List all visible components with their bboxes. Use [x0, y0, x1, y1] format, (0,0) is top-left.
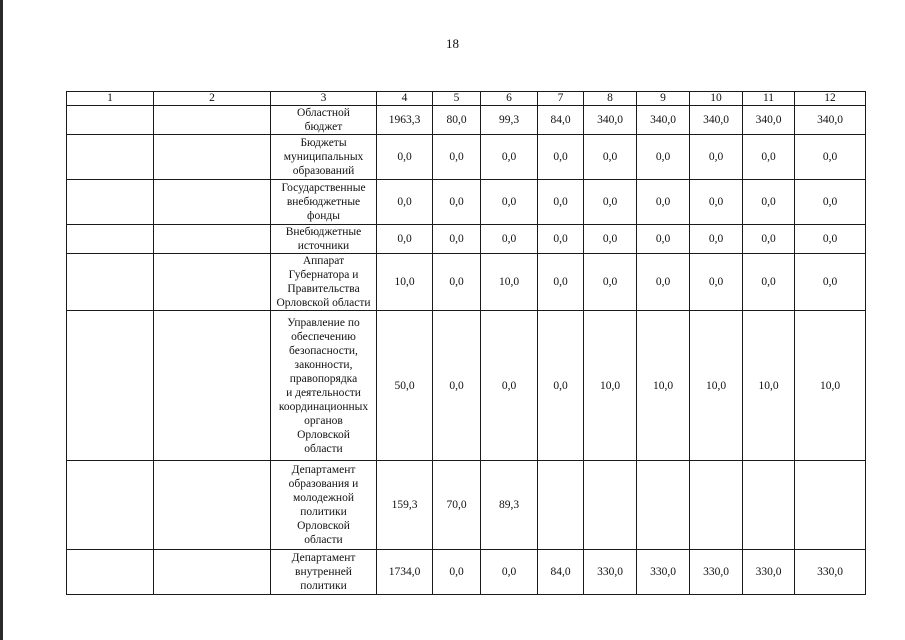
funding-source-line: Областной	[297, 107, 350, 119]
funding-source-cell	[271, 135, 377, 180]
header-cell: 6	[481, 92, 538, 106]
header-cell: 1	[67, 92, 154, 106]
funding-source-line: молодежной	[293, 492, 354, 504]
value-cell-col-11: 340,0	[743, 106, 795, 135]
funding-source-line: Бюджеты	[300, 137, 347, 149]
value-cell-col-6: 0,0	[481, 550, 538, 595]
cell-col-1	[67, 225, 154, 254]
value-cell-col-10: 0,0	[690, 135, 743, 180]
funding-source-line: внебюджетные	[286, 196, 361, 208]
value-cell-col-4: 0,0	[377, 225, 433, 254]
table-row	[67, 106, 866, 135]
value-cell-col-7: 0,0	[538, 311, 584, 461]
value-cell-col-7: 0,0	[538, 254, 584, 311]
header-cell: 5	[433, 92, 481, 106]
value-cell-col-5: 80,0	[433, 106, 481, 135]
table-row	[67, 311, 866, 461]
cell-col-2	[154, 135, 271, 180]
cell-col-2	[154, 461, 271, 550]
page-number: 18	[446, 36, 459, 51]
value-cell-col-12: 0,0	[795, 135, 866, 180]
value-cell-col-11: 0,0	[743, 135, 795, 180]
value-cell-col-5: 0,0	[433, 135, 481, 180]
funding-source-line: безопасности,	[289, 344, 358, 357]
funding-source-line: источники	[297, 240, 350, 252]
cell-col-1	[67, 180, 154, 225]
funding-source-line: образований	[292, 165, 355, 177]
funding-source-line: политики	[300, 580, 347, 592]
funding-source-line: области	[304, 442, 343, 455]
funding-source-line: области	[304, 534, 343, 546]
cell-col-2	[154, 225, 271, 254]
funding-source-line: Государственные	[281, 182, 366, 194]
value-cell-col-12: 10,0	[795, 311, 866, 461]
value-cell-col-6: 99,3	[481, 106, 538, 135]
funding-source-cell	[271, 461, 377, 550]
funding-source-line: Орловской	[297, 428, 350, 441]
header-cell: 4	[377, 92, 433, 106]
funding-source-line: органов	[304, 414, 343, 427]
value-cell-col-4: 1963,3	[377, 106, 433, 135]
value-cell-col-5: 70,0	[433, 461, 481, 550]
funding-source-cell	[271, 225, 377, 254]
value-cell-col-6: 0,0	[481, 311, 538, 461]
value-cell-col-7: 84,0	[538, 106, 584, 135]
cell-col-1	[67, 311, 154, 461]
value-cell-col-11: 0,0	[743, 180, 795, 225]
table-row	[67, 225, 866, 254]
value-cell-col-5: 0,0	[433, 225, 481, 254]
funding-source-line: Департамент	[291, 552, 356, 564]
value-cell-col-6: 10,0	[481, 254, 538, 311]
cell-col-2	[154, 106, 271, 135]
funding-source-cell	[271, 180, 377, 225]
header-cell: 12	[795, 92, 866, 106]
funding-source-line: муниципальных	[283, 151, 364, 163]
funding-source-line: Внебюджетные	[285, 226, 362, 238]
value-cell-col-12: 0,0	[795, 225, 866, 254]
value-cell-col-8: 0,0	[584, 135, 637, 180]
value-cell-col-7: 0,0	[538, 135, 584, 180]
value-cell-col-9: 10,0	[637, 311, 690, 461]
funding-source-line: Орловской области	[276, 297, 371, 309]
value-cell-col-7	[538, 461, 584, 550]
value-cell-col-9	[637, 461, 690, 550]
funding-source-line: бюджет	[304, 121, 343, 133]
funding-source-line: фонды	[307, 210, 340, 222]
value-cell-col-12	[795, 461, 866, 550]
value-cell-col-7: 84,0	[538, 550, 584, 595]
value-cell-col-8	[584, 461, 637, 550]
value-cell-col-6: 0,0	[481, 225, 538, 254]
value-cell-col-5: 0,0	[433, 254, 481, 311]
funding-source-line: Департамент	[291, 464, 356, 476]
funding-source-line: законности,	[294, 358, 353, 371]
table-row	[67, 254, 866, 311]
cell-col-1	[67, 135, 154, 180]
cell-col-1	[67, 550, 154, 595]
funding-source-line: и деятельности	[286, 386, 361, 399]
value-cell-col-8: 330,0	[584, 550, 637, 595]
funding-source-line: Правительства	[287, 283, 360, 295]
value-cell-col-9: 340,0	[637, 106, 690, 135]
value-cell-col-4: 159,3	[377, 461, 433, 550]
value-cell-col-8: 0,0	[584, 254, 637, 311]
budget-table	[66, 91, 866, 595]
value-cell-col-7: 0,0	[538, 180, 584, 225]
value-cell-col-10: 10,0	[690, 311, 743, 461]
value-cell-col-10: 0,0	[690, 225, 743, 254]
value-cell-col-12: 330,0	[795, 550, 866, 595]
header-cell: 7	[538, 92, 584, 106]
value-cell-col-9: 330,0	[637, 550, 690, 595]
funding-source-cell	[271, 106, 377, 135]
value-cell-col-10: 0,0	[690, 180, 743, 225]
value-cell-col-11: 10,0	[743, 311, 795, 461]
funding-source-line: политики	[300, 506, 347, 518]
value-cell-col-10: 0,0	[690, 254, 743, 311]
value-cell-col-5: 0,0	[433, 180, 481, 225]
funding-source-line: координационных	[278, 400, 369, 413]
header-cell: 10	[690, 92, 743, 106]
funding-source-line: Управление по	[287, 316, 360, 329]
funding-source-line: обеспечению	[291, 330, 356, 343]
cell-col-1	[67, 461, 154, 550]
header-cell: 3	[271, 92, 377, 106]
value-cell-col-11: 0,0	[743, 225, 795, 254]
value-cell-col-4: 10,0	[377, 254, 433, 311]
value-cell-col-5: 0,0	[433, 311, 481, 461]
value-cell-col-4: 0,0	[377, 135, 433, 180]
header-cell: 9	[637, 92, 690, 106]
table-row	[67, 135, 866, 180]
funding-source-line: Губернатора и	[288, 269, 359, 281]
value-cell-col-11	[743, 461, 795, 550]
value-cell-col-9: 0,0	[637, 180, 690, 225]
cell-col-2	[154, 550, 271, 595]
value-cell-col-7: 0,0	[538, 225, 584, 254]
value-cell-col-4: 50,0	[377, 311, 433, 461]
cell-col-2	[154, 254, 271, 311]
header-cell: 2	[154, 92, 271, 106]
value-cell-col-10: 330,0	[690, 550, 743, 595]
cell-col-1	[67, 254, 154, 311]
value-cell-col-8: 0,0	[584, 180, 637, 225]
value-cell-col-10: 340,0	[690, 106, 743, 135]
table-row	[67, 180, 866, 225]
value-cell-col-6: 0,0	[481, 135, 538, 180]
value-cell-col-11: 330,0	[743, 550, 795, 595]
value-cell-col-11: 0,0	[743, 254, 795, 311]
value-cell-col-10	[690, 461, 743, 550]
funding-source-line: правопорядка	[289, 372, 358, 385]
value-cell-col-8: 0,0	[584, 225, 637, 254]
header-row	[67, 92, 866, 106]
funding-source-cell	[271, 254, 377, 311]
funding-source-line: Орловской	[297, 520, 350, 532]
value-cell-col-9: 0,0	[637, 254, 690, 311]
value-cell-col-6: 0,0	[481, 180, 538, 225]
funding-source-line: образования и	[288, 478, 359, 490]
value-cell-col-9: 0,0	[637, 135, 690, 180]
value-cell-col-12: 340,0	[795, 106, 866, 135]
value-cell-col-4: 1734,0	[377, 550, 433, 595]
header-cell: 8	[584, 92, 637, 106]
value-cell-col-8: 340,0	[584, 106, 637, 135]
funding-source-cell	[271, 550, 377, 595]
value-cell-col-12: 0,0	[795, 180, 866, 225]
header-cell: 11	[743, 92, 795, 106]
funding-source-cell	[271, 311, 377, 461]
table-row	[67, 461, 866, 550]
table-row	[67, 550, 866, 595]
value-cell-col-9: 0,0	[637, 225, 690, 254]
value-cell-col-12: 0,0	[795, 254, 866, 311]
value-cell-col-6: 89,3	[481, 461, 538, 550]
funding-source-line: внутренней	[295, 566, 352, 578]
cell-col-2	[154, 311, 271, 461]
value-cell-col-5: 0,0	[433, 550, 481, 595]
funding-source-line: Аппарат	[302, 255, 345, 267]
cell-col-1	[67, 106, 154, 135]
scan-edge	[0, 0, 3, 640]
value-cell-col-4: 0,0	[377, 180, 433, 225]
value-cell-col-8: 10,0	[584, 311, 637, 461]
cell-col-2	[154, 180, 271, 225]
